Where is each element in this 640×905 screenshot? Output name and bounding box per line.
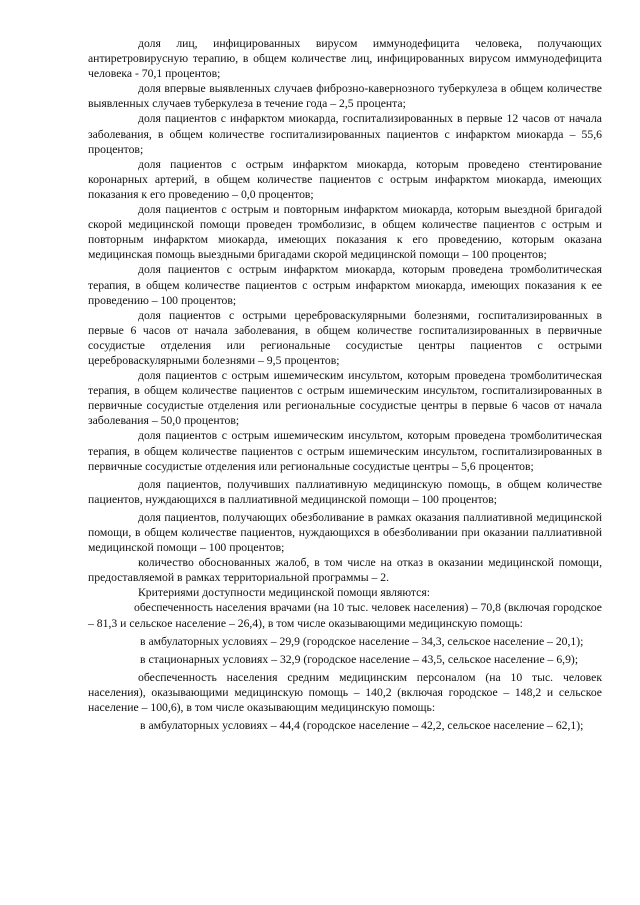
paragraph-thrombolysis-ambulance: доля пациентов с острым и повторным инфарктом миокарда, которым выездной бригадой скорой медицинской помощи проведен тромболизис, в общем количестве пациентов с острым и повторным инфарктом миокарда, имеющих показания к его проведению, которым оказана медицинская помощь выездными бригадами скорой медицинской помощи – 100 процентов; <box>88 203 602 262</box>
paragraph-doctors-inpatient: в стационарных условиях – 32,9 (городское население – 43,5, сельское население – 6,9); <box>140 652 579 666</box>
paragraph-palliative-care: доля пациентов, получивших паллиативную медицинскую помощь, в общем количестве пациентов, нуждающихся в паллиативной медицинской помощи – 100 процентов; <box>88 477 602 506</box>
paragraph-accessibility-heading: Критериями доступности медицинской помощи являются: <box>138 586 430 600</box>
paragraph-complaints: количество обоснованных жалоб, в том числе на отказ в оказании медицинской помощи, предоставляемой в рамках территориальной программы – 2. <box>88 556 602 585</box>
document-page <box>88 36 602 733</box>
paragraph-thrombolytic-infarction: доля пациентов с острым инфарктом миокарда, которым проведена тромболитическая терапия, в общем количестве пациентов с острым инфарктом миокарда, имеющих показания к ее проведению – 100 процентов; <box>88 263 602 307</box>
paragraph-stroke-thrombolysis-6h: доля пациентов с острым ишемическим инсультом, которым проведена тромболитическая терапия, в общем количестве пациентов с острым ишемическим инсультом, госпитализированных в первичные сосудистые отделения или региональные сосудистые центры в первые 6 часов от начала заболевания – 50,0 процентов; <box>88 369 602 428</box>
paragraph-nurses-outpatient: в амбулаторных условиях – 44,4 (городское население – 42,2, сельское население – 62,1); <box>140 719 584 733</box>
paragraph-nurses-supply: обеспеченность населения средним медицинским персоналом (на 10 тыс. человек населения), оказывающими медицинскую помощь – 140,2 (включая городское – 148,2 и сельское население – 100,6), в том числе оказывающим медицинскую помощь: <box>88 670 602 715</box>
paragraph-doctors-supply: обеспеченность населения врачами (на 10 тыс. человек населения) – 70,8 (включая городское – 81,3 и сельское население – 26,4), в том числе оказывающими медицинскую помощь: <box>88 601 602 630</box>
paragraph-hiv-therapy: доля лиц, инфицированных вирусом иммунодефицита человека, получающих антиретровирусную терапию, в общем количестве лиц, инфицированных вирусом иммунодефицита человека - 70,1 процентов; <box>88 37 602 81</box>
paragraph-stroke-thrombolysis: доля пациентов с острым ишемическим инсультом, которым проведена тромболитическая терапия, в общем количестве пациентов с острым ишемическим инсультом, госпитализированных в первичные сосудистые отделения или региональные сосудистые центры – 5,6 процентов; <box>88 429 602 473</box>
paragraph-doctors-outpatient: в амбулаторных условиях – 29,9 (городское население – 34,3, сельское население – 20,1); <box>140 634 584 648</box>
paragraph-cerebrovascular-6h: доля пациентов с острыми цереброваскулярными болезнями, госпитализированных в первые 6 часов от начала заболевания, в общем количестве госпитализированных в первичные сосудистые отделения или региональные сосудистые центры пациентов с острыми цереброваскулярными болезнями – 9,5 процентов; <box>88 308 602 367</box>
paragraph-tuberculosis: доля впервые выявленных случаев фиброзно-кавернозного туберкулеза в общем количестве выявленных случаев туберкулеза в течение года – 2,5 процента; <box>88 82 602 111</box>
paragraph-infarction-12h: доля пациентов с инфарктом миокарда, госпитализированных в первые 12 часов от начала заболевания, в общем количестве госпитализированных пациентов с инфарктом миокарда – 55,6 процентов; <box>88 112 602 156</box>
paragraph-stenting: доля пациентов с острым инфарктом миокарда, которым проведено стентирование коронарных артерий, в общем количестве пациентов с острым инфарктом миокарда, имеющих показания к его проведению – 0,0 процентов; <box>88 157 602 201</box>
paragraph-pain-relief: доля пациентов, получающих обезболивание в рамках оказания паллиативной медицинской помощи, в общем количестве пациентов, нуждающихся в обезболивании при оказании паллиативной медицинской помощи – 100 процентов; <box>88 510 602 555</box>
